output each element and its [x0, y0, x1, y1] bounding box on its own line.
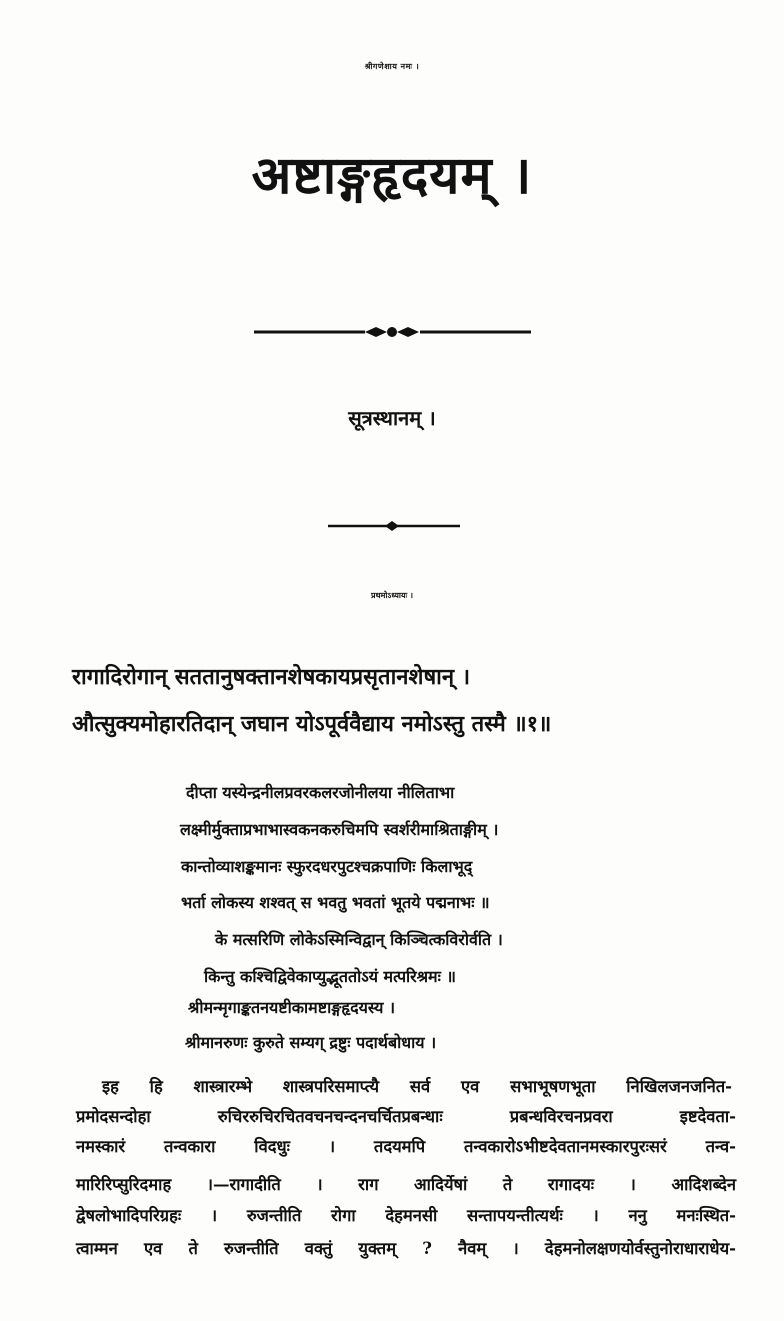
commentary-prose-line: इह हि शास्त्रारम्भे शास्त्रपरिसमाप्त्यै सर्व एव सभाभूषणभूता निखिलजनजनित-: [102, 1077, 732, 1096]
commentary-prose-line: द्वेषलोभादिपरिग्रहः । रुजन्तीति रोगा देहमनसी सन्तापयन्तीत्यर्थः । ननु मनःस्थित-: [76, 1206, 736, 1225]
commentary-prose-line: त्वाम्मन एव ते रुजन्तीति वक्तुं युक्तम् ? नैवम् । देहमनोलक्षणयोर्वस्तुनोराधाराधेय-: [76, 1239, 736, 1258]
commentary-prose-line: मारिरिप्सुरिदमाह ।—रागादीति । राग आदिर्येषां ते रागादयः । आदिशब्देन: [76, 1175, 736, 1194]
verse-line: रागादिरोगान् सततानुषक्तानशेषकायप्रसृतानशेषान् ।: [72, 664, 471, 690]
commentary-prose-line: प्रमोदसन्दोहा रुचिररुचिरचितवचनचन्दनचर्चितप्रबन्धाः प्रबन्धविरचनप्रवरा इष्टदेवता-: [76, 1107, 736, 1126]
ornamental-divider: [0, 322, 784, 342]
invocation-line: श्रीगणेशाय नमः ।: [364, 61, 420, 71]
commentary-verse-line: किन्तु कश्चिद्विवेकाप्युद्भूततोऽयं मत्परिश्रमः ॥: [204, 967, 457, 986]
commentary-verse-line: श्रीमन्मृगाङ्कतनयष्टीकामष्टाङ्गहृदयस्य ।: [188, 998, 396, 1017]
chapter-title: प्रथमोऽध्यायः ।: [370, 590, 414, 600]
commentary-verse-line: भर्ता लोकस्य शश्वत् स भवतु भवतां भूतये पद्मनाभः ॥: [181, 893, 490, 912]
ornamental-divider-small: [0, 516, 784, 536]
commentary-verse-line: लक्ष्मीर्मुक्ताप्रभाभास्वकनकरुचिमपि स्वर्शरीमाश्रिताङ्गीम् ।: [180, 820, 499, 839]
commentary-verse-line: श्रीमानरुणः कुरुते सम्यग् द्रष्टुः पदार्थबोधाय ।: [185, 1033, 437, 1052]
commentary-verse-line: कान्तोव्याशङ्कमानः स्फुरदधरपुटश्चक्रपाणिः किलाभूद्: [181, 857, 473, 876]
section-title: सूत्रस्थानम् ।: [348, 406, 436, 430]
book-title: अष्टाङ्गहृदयम् ।: [251, 145, 533, 206]
commentary-verse-line: के मत्सरिणि लोकेऽस्मिन्विद्वान् किञ्चित्कविरोर्वति ।: [215, 930, 503, 949]
verse-line: औत्सुक्यमोहारतिदान् जघान योऽपूर्ववैद्याय नमोऽस्तु तस्मै ॥१॥: [72, 711, 552, 737]
commentary-verse-line: दीप्ता यस्येन्द्रनीलप्रवरकलरजोनीलया नीलिताभा: [186, 783, 455, 802]
commentary-prose-line: नमस्कारं तन्वकारा विदधुः । तदयमपि तन्वकारोऽभीष्टदेवतानमस्कारपुरःसरं तन्व-: [76, 1137, 736, 1156]
